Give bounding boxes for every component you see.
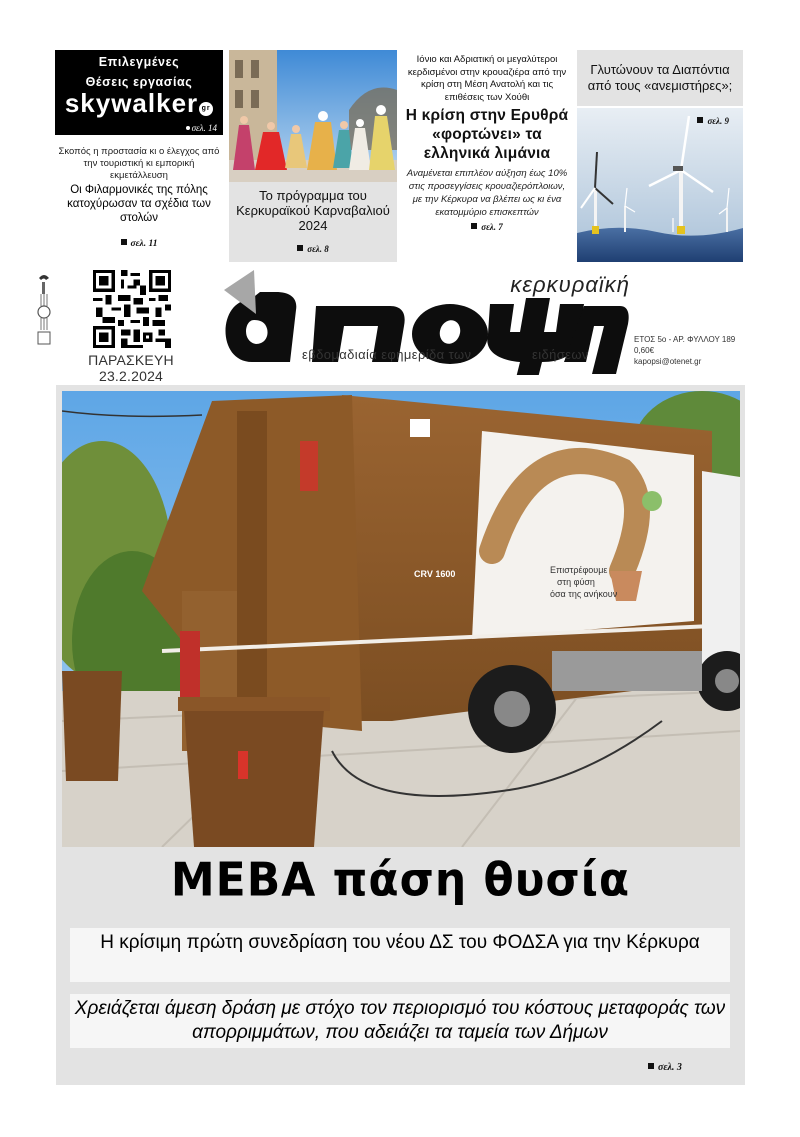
bullet-icon [648,1063,654,1069]
page-ref-text: σελ. 11 [130,239,158,249]
svg-text:όσα της ανήκουν: όσα της ανήκουν [550,589,618,599]
brand-name: skywalker [64,88,199,118]
story-headline: Γλυτώνουν τα Διαπόντια από τους «ανεμιστήρες»; [577,50,743,106]
ad-jobs-line2: Θέσεις εργασίας [85,75,193,89]
story-headline: Η κρίση στην Ερυθρά «φορτώνει» τα ελληνικά λιμάνια [405,107,569,162]
page-ref-text: σελ. 8 [307,244,329,254]
page-ref-text: σελ. 3 [658,1062,682,1073]
feature-page-ref [648,1062,682,1073]
issue-info [634,334,735,367]
svg-text:Επιστρέφουμε: Επιστρέφουμε [550,565,608,575]
bullet-icon [121,239,127,245]
brand-suffix: gr [199,102,213,116]
qr-code-icon [92,270,172,348]
story-kicker: Ιόνιο και Αδριατική οι μεγαλύτεροι κερδισμένοι στην κρουαζιέρα από την κρίση στη Μέση Ανατολή και τις επιθέσεις των Χούθι [407,54,567,103]
masthead-subtitle: κερκυραϊκή [510,272,630,297]
wind-turbines-image [577,108,743,262]
page-ref-text: σελ. 14 [191,123,217,133]
story-kicker: Σκοπός η προστασία κι ο έλεγχος από την τουριστική κι εμπορική εκμετάλλευση [58,146,220,181]
qr-code[interactable] [92,270,172,348]
ad-jobs-line1: Επιλεγμένες [98,55,180,69]
page-ref-text: σελ. 9 [707,116,729,126]
skywalker-ad[interactable] [55,50,223,135]
page-ref [403,222,571,232]
page-ref [697,116,729,126]
feature-headline[interactable]: ΜΕΒΑ πάση θυσία [170,853,631,908]
story-headline: Οι Φιλαρμονικές της πόλης κατοχύρωσαν τα σχέδια των στολών [67,184,211,224]
page-ref-text: σελ. 7 [481,222,503,232]
feature-deck: Χρειάζεται άμεση δράση με στόχο τον περιορισμό του κόστους μεταφοράς των απορριμμάτων, που αδειάζει τα ταμεία των Δήμων [70,994,730,1048]
page-ref [55,239,223,249]
bullet-icon [186,126,190,130]
garbage-truck-image [62,391,740,847]
svg-text:στη φύση: στη φύση [557,577,595,587]
wind-turbines-photo [577,108,743,262]
garbage-truck-photo[interactable] [62,391,740,847]
contact-email[interactable]: kapopsi@otenet.gr [634,357,702,366]
bullet-icon [297,245,303,251]
red-sea-story[interactable] [403,54,571,232]
carnival-photo [229,50,397,182]
bullet-icon [697,117,703,123]
page-ref [186,123,217,133]
skywalker-logo [55,90,223,116]
masthead-logo[interactable] [220,270,630,375]
story-headline: Το πρόγραμμα του Κερκυραϊκού Καρναβαλιού 2024 [236,188,390,233]
story-deck: Αναμένεται επιπλέον αύξηση έως 10% στις προσεγγίσεις κρουαζιερόπλοιων, με την Κέρκυρα να βλέπει ως κι ένα εκατομμύριο επισκεπτών [406,168,568,218]
side-emblem-icon [36,272,52,346]
page-ref [229,244,397,254]
issue-number: ΕΤΟΣ 5ο - ΑΡ. ΦΥΛΛΟΥ 189 [634,335,736,344]
bullet-icon [471,223,477,229]
issue-date: ΠΑΡΑΣΚΕΥΗ 23.2.2024 [88,352,174,384]
masthead-tagline: εβδομαδιαία εφημερίδα των [302,347,472,362]
wind-story[interactable] [577,50,743,262]
issue-price: 0,60€ [634,346,655,355]
carnival-image [229,50,397,182]
masthead-tagline-end: ειδήσεων [532,347,589,362]
feature-subhead: Η κρίσιμη πρώτη συνεδρίαση του νέου ΔΣ του ΦΟΔΣΑ για την Κέρκυρα [70,928,730,982]
carnival-story[interactable] [229,50,397,262]
svg-text:CRV 1600: CRV 1600 [414,569,456,579]
philharmonic-story[interactable] [55,146,223,249]
